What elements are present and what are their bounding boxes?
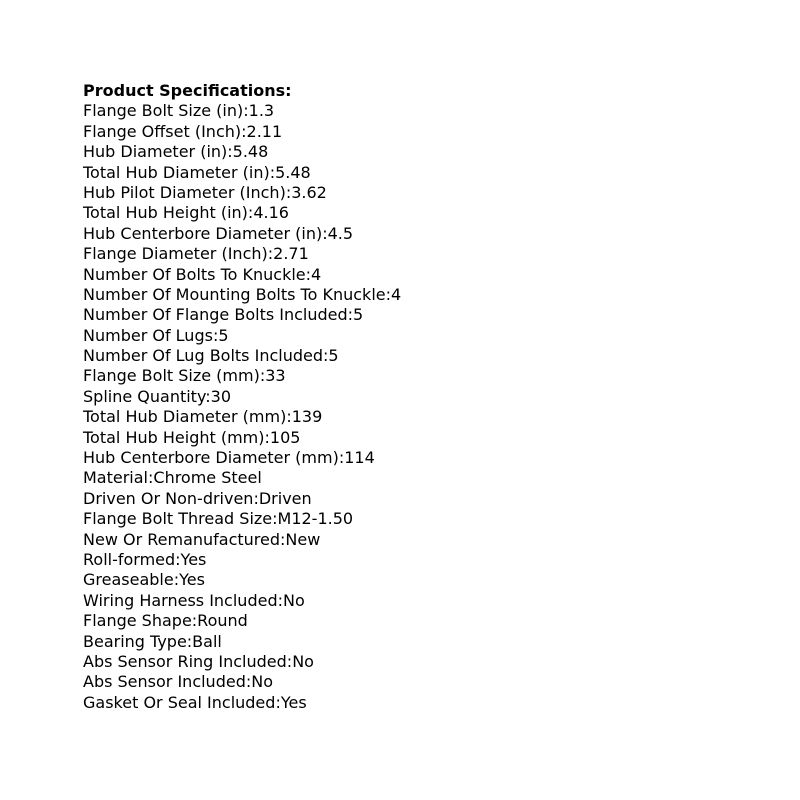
spec-label: Driven Or Non-driven bbox=[83, 488, 254, 508]
spec-label: Total Hub Height (in) bbox=[83, 203, 248, 223]
spec-label: Spline Quantity bbox=[83, 386, 206, 406]
spec-separator: : bbox=[338, 448, 345, 468]
spec-row bbox=[83, 672, 783, 692]
spec-label: Greaseable bbox=[83, 570, 174, 590]
spec-value: 4.5 bbox=[327, 223, 354, 243]
spec-value: Yes bbox=[180, 549, 207, 569]
spec-row bbox=[83, 530, 783, 550]
spec-row bbox=[83, 163, 783, 183]
spec-value: 33 bbox=[265, 366, 286, 386]
spec-row bbox=[83, 407, 783, 427]
spec-separator: : bbox=[173, 570, 180, 590]
spec-row bbox=[83, 591, 783, 611]
spec-row bbox=[83, 244, 783, 264]
spec-value: Yes bbox=[280, 692, 307, 712]
spec-row bbox=[83, 326, 783, 346]
spec-separator: : bbox=[253, 488, 259, 508]
spec-row bbox=[83, 346, 783, 366]
spec-label: Flange Bolt Size (mm) bbox=[83, 366, 260, 386]
spec-row bbox=[83, 305, 783, 325]
spec-separator: : bbox=[175, 549, 181, 569]
spec-value: 30 bbox=[210, 386, 231, 406]
spec-value: 5.48 bbox=[232, 142, 269, 162]
spec-value: 105 bbox=[269, 427, 301, 447]
spec-label: Bearing Type bbox=[83, 631, 187, 651]
spec-value: 2.11 bbox=[246, 121, 283, 141]
spec-separator: : bbox=[277, 590, 283, 610]
spec-value: Round bbox=[197, 611, 248, 631]
spec-value: 5.48 bbox=[275, 162, 311, 182]
spec-label: New Or Remanufactured bbox=[83, 529, 281, 549]
spec-value: Ball bbox=[192, 631, 222, 651]
spec-label: Flange Bolt Thread Size bbox=[83, 509, 273, 529]
spec-label: Flange Shape bbox=[83, 611, 192, 631]
spec-separator: : bbox=[191, 611, 198, 631]
spec-separator: : bbox=[275, 692, 281, 712]
spec-value: 2.71 bbox=[273, 244, 309, 264]
spec-separator: : bbox=[264, 427, 270, 447]
spec-value: New bbox=[285, 529, 321, 549]
spec-value: 114 bbox=[344, 448, 375, 468]
spec-list bbox=[83, 101, 783, 713]
spec-row bbox=[83, 632, 783, 652]
spec-label: Material bbox=[83, 468, 148, 488]
spec-separator: : bbox=[186, 631, 193, 651]
spec-separator: : bbox=[285, 182, 292, 202]
spec-separator: : bbox=[322, 223, 328, 243]
spec-label: Total Hub Diameter (in) bbox=[83, 162, 270, 182]
spec-value: 3.62 bbox=[291, 182, 327, 202]
product-specifications bbox=[83, 81, 783, 713]
spec-row bbox=[83, 570, 783, 590]
spec-label: Roll-formed bbox=[83, 549, 176, 569]
spec-separator: : bbox=[347, 305, 354, 325]
spec-label: Number Of Bolts To Knuckle bbox=[83, 264, 306, 284]
spec-row bbox=[83, 142, 783, 162]
spec-label: Number Of Lugs bbox=[83, 325, 213, 345]
spec-row bbox=[83, 101, 783, 121]
spec-label: Number Of Flange Bolts Included bbox=[83, 305, 348, 325]
spec-value: 5 bbox=[328, 346, 339, 366]
spec-label: Hub Diameter (in) bbox=[83, 142, 228, 162]
spec-value: No bbox=[251, 672, 274, 692]
spec-label: Wiring Harness Included bbox=[83, 590, 278, 610]
spec-label: Flange Offset (Inch) bbox=[83, 121, 242, 141]
spec-label: Abs Sensor Ring Included bbox=[83, 651, 287, 671]
specifications-heading: Product Specifications: bbox=[83, 81, 292, 100]
spec-row bbox=[83, 693, 783, 713]
spec-label: Number Of Lug Bolts Included bbox=[83, 346, 323, 366]
spec-row bbox=[83, 285, 783, 305]
spec-value: 4.16 bbox=[253, 203, 289, 223]
spec-label: Number Of Mounting Bolts To Knuckle bbox=[83, 284, 386, 304]
spec-row bbox=[83, 203, 783, 223]
spec-label: Flange Diameter (Inch) bbox=[83, 244, 268, 264]
spec-separator: : bbox=[267, 244, 274, 264]
spec-row bbox=[83, 265, 783, 285]
spec-row bbox=[83, 122, 783, 142]
spec-row bbox=[83, 428, 783, 448]
spec-value: M12-1.50 bbox=[277, 509, 354, 529]
spec-label: Flange Bolt Size (in) bbox=[83, 101, 244, 121]
spec-separator: : bbox=[286, 651, 293, 671]
spec-separator: : bbox=[272, 509, 278, 529]
spec-row bbox=[83, 448, 783, 468]
spec-value: Chrome Steel bbox=[153, 468, 262, 488]
spec-label: Gasket Or Seal Included bbox=[83, 692, 276, 712]
spec-label: Total Hub Diameter (mm) bbox=[83, 407, 287, 427]
spec-separator: : bbox=[148, 468, 154, 488]
spec-separator: : bbox=[227, 142, 233, 162]
spec-row bbox=[83, 468, 783, 488]
spec-value: 5 bbox=[353, 305, 364, 325]
spec-separator: : bbox=[305, 264, 312, 284]
spec-value: No bbox=[282, 590, 305, 610]
spec-value: No bbox=[292, 651, 314, 671]
spec-row bbox=[83, 489, 783, 509]
spec-separator: : bbox=[286, 407, 292, 427]
spec-separator: : bbox=[385, 284, 391, 304]
spec-value: Yes bbox=[179, 570, 205, 590]
spec-value: 4 bbox=[391, 284, 402, 304]
spec-row bbox=[83, 509, 783, 529]
spec-value: 139 bbox=[291, 407, 323, 427]
spec-separator: : bbox=[205, 386, 211, 406]
spec-separator: : bbox=[280, 529, 286, 549]
spec-row bbox=[83, 387, 783, 407]
spec-label: Hub Centerbore Diameter (mm) bbox=[83, 448, 339, 468]
spec-separator: : bbox=[212, 325, 219, 345]
spec-value: 4 bbox=[311, 264, 322, 284]
spec-value: 5 bbox=[218, 325, 229, 345]
spec-label: Hub Centerbore Diameter (in) bbox=[83, 223, 323, 243]
spec-separator: : bbox=[259, 366, 266, 386]
spec-row bbox=[83, 652, 783, 672]
spec-separator: : bbox=[323, 346, 329, 366]
spec-row bbox=[83, 224, 783, 244]
spec-row bbox=[83, 183, 783, 203]
spec-label: Hub Pilot Diameter (Inch) bbox=[83, 182, 286, 202]
spec-label: Abs Sensor Included bbox=[83, 672, 246, 692]
spec-row bbox=[83, 611, 783, 631]
spec-separator: : bbox=[269, 162, 276, 182]
spec-label: Total Hub Height (mm) bbox=[83, 427, 265, 447]
spec-value: Driven bbox=[258, 488, 312, 508]
spec-row bbox=[83, 550, 783, 570]
spec-separator: : bbox=[243, 101, 249, 121]
spec-row bbox=[83, 366, 783, 386]
spec-separator: : bbox=[247, 203, 254, 223]
spec-value: 1.3 bbox=[248, 101, 275, 121]
spec-separator: : bbox=[245, 672, 252, 692]
spec-separator: : bbox=[241, 121, 247, 141]
